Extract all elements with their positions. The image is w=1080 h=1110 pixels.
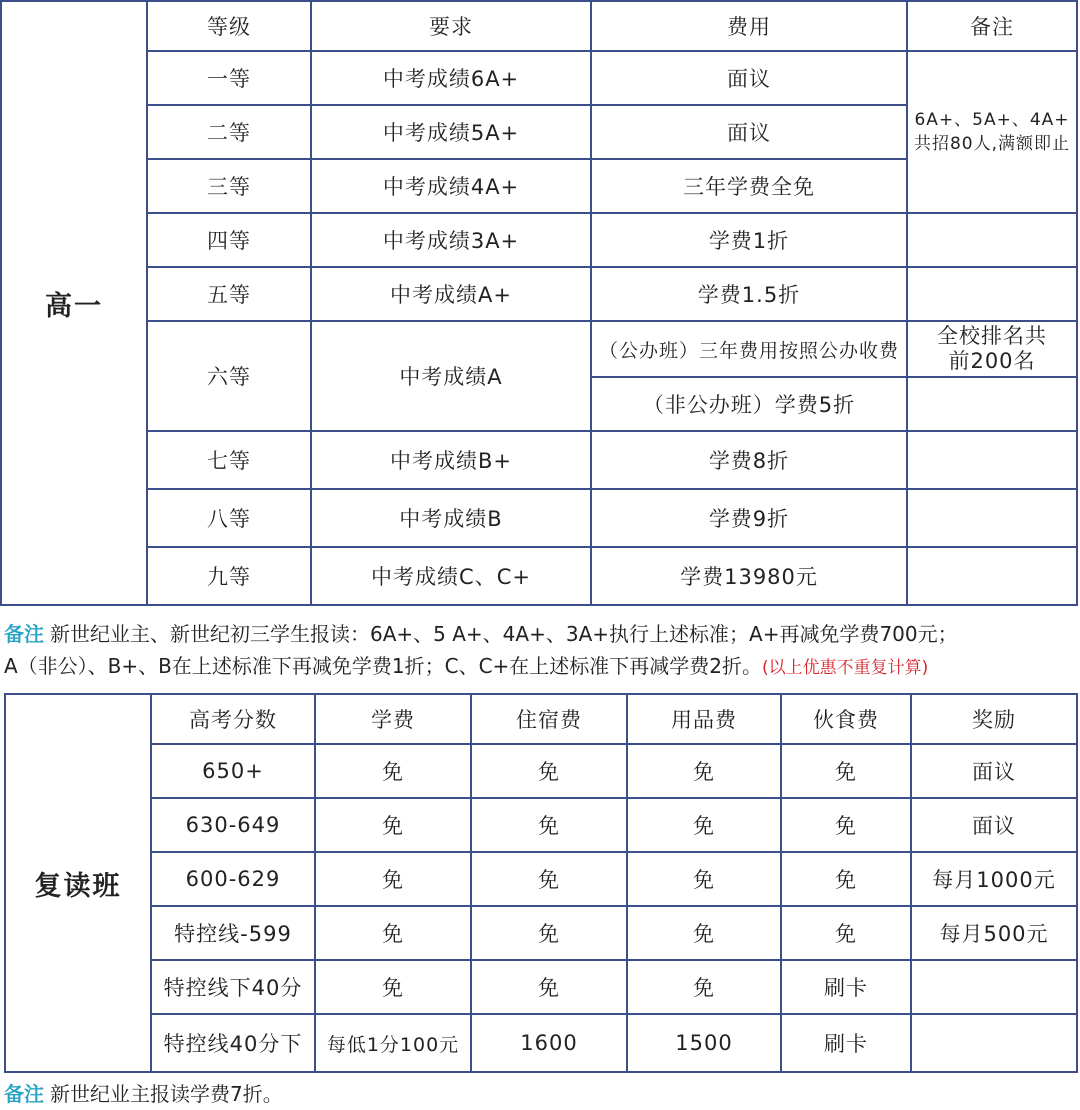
remark-cell: [907, 267, 1077, 321]
header-requirement: 要求: [311, 1, 591, 51]
fee-cell: 面议: [591, 51, 907, 105]
remark-cell: [907, 547, 1077, 605]
fee-cell: 学费13980元: [591, 547, 907, 605]
accommodation-cell: 免: [471, 798, 627, 852]
level-cell: 六等: [147, 321, 311, 431]
accommodation-cell: 免: [471, 960, 627, 1014]
meals-cell: 免: [781, 906, 911, 960]
note-no-stacking-warning: (以上优惠不重复计算): [762, 658, 929, 678]
meals-cell: 刷卡: [781, 1014, 911, 1072]
fee-cell: 面议: [591, 105, 907, 159]
requirement-cell: 中考成绩5A+: [311, 105, 591, 159]
note-tag: 备注: [4, 1082, 44, 1106]
level-cell: 七等: [147, 431, 311, 489]
score-cell: 630-649: [151, 798, 315, 852]
tuition-cell: 免: [315, 798, 471, 852]
table-row: [5, 798, 1077, 852]
requirement-cell: 中考成绩6A+: [311, 51, 591, 105]
level-cell: 九等: [147, 547, 311, 605]
meals-cell: 免: [781, 852, 911, 906]
remark-quota-cell: [907, 51, 1077, 213]
fee-cell: 学费9折: [591, 489, 907, 547]
tuition-cell: 免: [315, 960, 471, 1014]
requirement-cell: 中考成绩A: [311, 321, 591, 431]
level-cell: 八等: [147, 489, 311, 547]
fee-cell-public-class: （公办班）三年费用按照公办收费: [591, 321, 907, 377]
accommodation-cell: 免: [471, 744, 627, 798]
reward-cell: [911, 1014, 1077, 1072]
requirement-cell: 中考成绩4A+: [311, 159, 591, 213]
accommodation-cell: 1600: [471, 1014, 627, 1072]
accommodation-cell: 免: [471, 906, 627, 960]
remark-ranking-line2: 前200名: [948, 349, 1036, 373]
remark-ranking-cell: [907, 321, 1077, 377]
score-cell: 特控线-599: [151, 906, 315, 960]
fee-cell: 学费1.5折: [591, 267, 907, 321]
level-cell: 一等: [147, 51, 311, 105]
table-row: [1, 431, 1077, 489]
table-row: [5, 1014, 1077, 1072]
remark-ranking-line1: 全校排名共: [937, 324, 1047, 348]
score-cell: 特控线下40分: [151, 960, 315, 1014]
fee-cell: 学费1折: [591, 213, 907, 267]
supplies-cell: 1500: [627, 1014, 781, 1072]
table-row: [1, 321, 1077, 377]
remark-cell: [907, 489, 1077, 547]
header-tuition: 学费: [315, 694, 471, 744]
fee-cell-private-class: （非公办班）学费5折: [591, 377, 907, 431]
header-accommodation: 住宿费: [471, 694, 627, 744]
reward-cell: 每月1000元: [911, 852, 1077, 906]
table-row: [5, 852, 1077, 906]
requirement-cell: 中考成绩B+: [311, 431, 591, 489]
note-tag: 备注: [4, 622, 44, 646]
requirement-cell: 中考成绩B: [311, 489, 591, 547]
reward-cell: 每月500元: [911, 906, 1077, 960]
meals-cell: 免: [781, 744, 911, 798]
supplies-cell: 免: [627, 960, 781, 1014]
reward-cell: 面议: [911, 798, 1077, 852]
score-cell: 特控线40分下: [151, 1014, 315, 1072]
note-line1: 新世纪业主、新世纪初三学生报读：6A+、5 A+、4A+、3A+执行上述标准；A+再减免学费700元；: [50, 622, 958, 646]
level-cell: 二等: [147, 105, 311, 159]
reward-cell: 面议: [911, 744, 1077, 798]
tuition-cell: 免: [315, 852, 471, 906]
table-row: [5, 906, 1077, 960]
header-fee: 费用: [591, 1, 907, 51]
level-cell: 四等: [147, 213, 311, 267]
header-meals: 伙食费: [781, 694, 911, 744]
remark-quota-line1: 6A+、5A+、4A+: [914, 110, 1070, 130]
tuition-cell: 每低1分100元: [315, 1014, 471, 1072]
fee-cell: 三年学费全免: [591, 159, 907, 213]
score-cell: 600-629: [151, 852, 315, 906]
tuition-cell: 免: [315, 906, 471, 960]
table-row: [5, 744, 1077, 798]
score-cell: 650+: [151, 744, 315, 798]
table-row: [1, 213, 1077, 267]
repeat-class-fee-table: [4, 693, 1078, 1073]
header-reward: 奖励: [911, 694, 1077, 744]
section-label-senior-one: 高一: [1, 1, 147, 605]
section-label-repeat-class: 复读班: [5, 694, 151, 1072]
fee-cell: 学费8折: [591, 431, 907, 489]
remark-cell: [907, 431, 1077, 489]
header-remark: 备注: [907, 1, 1077, 51]
requirement-cell: 中考成绩A+: [311, 267, 591, 321]
meals-cell: 免: [781, 798, 911, 852]
table-row: [5, 960, 1077, 1014]
remark-cell: [907, 377, 1077, 431]
senior-one-note: [4, 618, 1076, 684]
table-row: [1, 489, 1077, 547]
remark-quota-line2: 共招80人,满额即止: [913, 134, 1071, 154]
supplies-cell: 免: [627, 852, 781, 906]
table-row: [1, 547, 1077, 605]
note-text: 新世纪业主报读学费7折。: [50, 1082, 283, 1106]
repeat-class-note: [4, 1078, 283, 1110]
table-row: [1, 51, 1077, 105]
supplies-cell: 免: [627, 906, 781, 960]
supplies-cell: 免: [627, 744, 781, 798]
requirement-cell: 中考成绩C、C+: [311, 547, 591, 605]
level-cell: 五等: [147, 267, 311, 321]
header-level: 等级: [147, 1, 311, 51]
requirement-cell: 中考成绩3A+: [311, 213, 591, 267]
accommodation-cell: 免: [471, 852, 627, 906]
header-supplies: 用品费: [627, 694, 781, 744]
table-row: [1, 267, 1077, 321]
supplies-cell: 免: [627, 798, 781, 852]
reward-cell: [911, 960, 1077, 1014]
remark-cell: [907, 213, 1077, 267]
level-cell: 三等: [147, 159, 311, 213]
note-line2: A（非公）、B+、B在上述标准下再减免学费1折；C、C+在上述标准下再减学费2折。: [4, 654, 763, 678]
tuition-cell: 免: [315, 744, 471, 798]
meals-cell: 刷卡: [781, 960, 911, 1014]
header-score: 高考分数: [151, 694, 315, 744]
